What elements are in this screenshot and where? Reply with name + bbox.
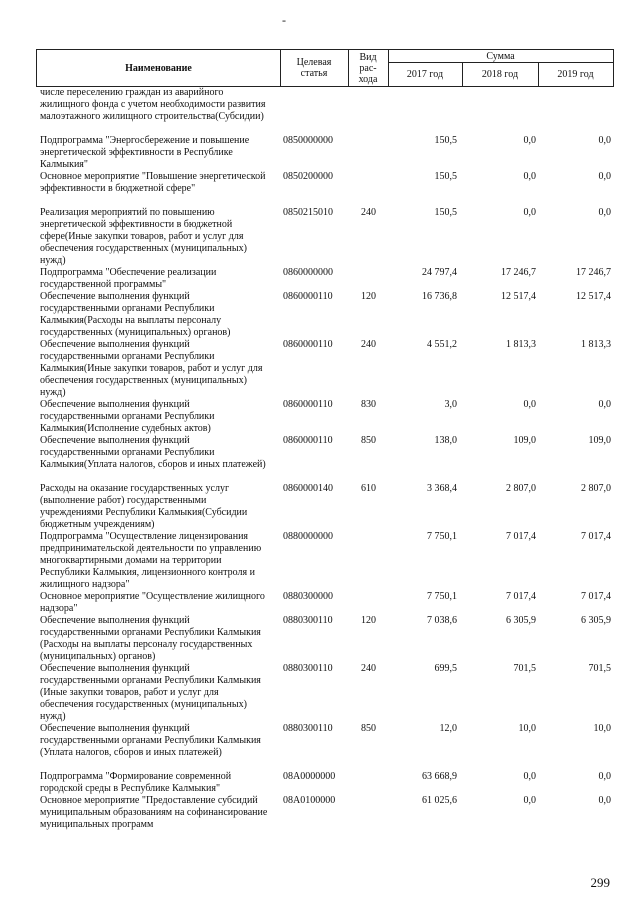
row-2017: 3,0: [444, 399, 457, 410]
row-target: 0880300110: [283, 663, 333, 674]
table-row: [0, 591, 640, 615]
row-2017: 24 797,4: [422, 267, 457, 278]
row-2018: 10,0: [518, 723, 536, 734]
table-row: [0, 87, 640, 135]
row-name: Реализация мероприятий по повышению энергетической эффективности в бюджетной сфере(Иные закупки товаров, работ и услуг для обеспечения государственных (муниципальных) нужд): [40, 207, 247, 266]
row-2019: 7 017,4: [581, 531, 611, 542]
top-mark: -: [282, 13, 286, 27]
row-name: Подпрограмма "Осуществление лицензирования предпринимательской деятельности по управлению многоквартирными домами на территории Республики Калмыкия, лицензионного контроля и жилищного надзора": [40, 531, 262, 590]
table-row: [0, 135, 640, 171]
table-row: [0, 771, 640, 795]
row-2017: 699,5: [434, 663, 457, 674]
row-2018: 701,5: [513, 663, 536, 674]
row-2019: 0,0: [598, 795, 611, 806]
row-2018: 2 807,0: [506, 483, 536, 494]
table-row: [0, 291, 640, 339]
table-row: [0, 435, 640, 483]
row-2019: 109,0: [588, 435, 611, 446]
row-2018: 0,0: [523, 399, 536, 410]
row-2018: 109,0: [513, 435, 536, 446]
table-row: [0, 267, 640, 291]
row-2017: 16 736,8: [422, 291, 457, 302]
row-target: 0850200000: [283, 171, 333, 182]
row-target: 08А0000000: [283, 771, 336, 782]
row-target: 0860000110: [283, 435, 333, 446]
row-2017: 150,5: [434, 171, 457, 182]
header-2017: 2017 год: [406, 68, 444, 80]
table-row: [0, 339, 640, 399]
row-2019: 0,0: [598, 171, 611, 182]
row-name: Обеспечение выполнения функций государственными органами Республики Калмыкия (Расходы на выплаты персоналу государственных (муниципальных) органов): [40, 615, 261, 662]
row-2017: 150,5: [434, 135, 457, 146]
row-target: 0880300110: [283, 723, 333, 734]
row-2019: 12 517,4: [576, 291, 611, 302]
table-row: [0, 795, 640, 831]
row-2018: 7 017,4: [506, 591, 536, 602]
row-name: Расходы на оказание государственных услуг (выполнение работ) государственными учреждениями Республики Калмыкия(Субсидии бюджетным учреждениям): [40, 483, 248, 530]
row-2019: 17 246,7: [576, 267, 611, 278]
row-2019: 0,0: [598, 135, 611, 146]
row-target: 08А0100000: [283, 795, 336, 806]
row-2017: 3 368,4: [427, 483, 457, 494]
row-type: 830: [361, 399, 376, 410]
row-2019: 6 305,9: [581, 615, 611, 626]
row-name: Основное мероприятие "Повышение энергетической эффективности в бюджетной сфере": [40, 171, 266, 194]
row-type: 850: [361, 435, 376, 446]
row-2017: 63 668,9: [422, 771, 457, 782]
row-target: 0880000000: [283, 531, 333, 542]
row-2019: 10,0: [593, 723, 611, 734]
row-type: 610: [361, 483, 376, 494]
row-target: 0860000110: [283, 339, 333, 350]
row-target: 0880300110: [283, 615, 333, 626]
row-2017: 7 750,1: [427, 531, 457, 542]
row-2018: 1 813,3: [506, 339, 536, 350]
row-name: Обеспечение выполнения функций государственными органами Республики Калмыкия(Расходы на выплаты персоналу государственных (муниципальных) органов): [40, 291, 231, 338]
table-row: [0, 531, 640, 591]
row-2019: 1 813,3: [581, 339, 611, 350]
table-row: [0, 207, 640, 267]
row-2017: 7 750,1: [427, 591, 457, 602]
row-name: Обеспечение выполнения функций государственными органами Республики Калмыкия (Иные закупки товаров, работ и услуг для обеспечения государственных (муниципальных) нужд): [40, 663, 261, 722]
header-name: Наименование: [125, 62, 192, 74]
header-sum: Сумма: [486, 50, 515, 62]
row-2017: 61 025,6: [422, 795, 457, 806]
row-target: 0860000110: [283, 291, 333, 302]
row-2019: 0,0: [598, 399, 611, 410]
row-type: 240: [361, 663, 376, 674]
row-name: Обеспечение выполнения функций государственными органами Республики Калмыкия(Исполнение судебных актов): [40, 399, 215, 434]
row-2019: 0,0: [598, 771, 611, 782]
row-2019: 0,0: [598, 207, 611, 218]
row-2018: 0,0: [523, 207, 536, 218]
row-2018: 0,0: [523, 135, 536, 146]
table-body: [0, 87, 640, 831]
row-2019: 2 807,0: [581, 483, 611, 494]
row-2017: 12,0: [439, 723, 457, 734]
row-2018: 7 017,4: [506, 531, 536, 542]
row-type: 240: [361, 207, 376, 218]
row-2017: 138,0: [434, 435, 457, 446]
table-row: [0, 615, 640, 663]
header-2019: 2019 год: [557, 68, 594, 80]
row-type: 850: [361, 723, 376, 734]
row-target: 0850000000: [283, 135, 333, 146]
row-name: Подпрограмма "Энергосбережение и повышение энергетической эффективности в Республике Калмыкия": [40, 135, 250, 170]
row-2019: 701,5: [588, 663, 611, 674]
row-2018: 0,0: [523, 171, 536, 182]
row-2018: 0,0: [523, 771, 536, 782]
row-2018: 6 305,9: [506, 615, 536, 626]
header-type: Вид рас-хода: [358, 51, 378, 85]
table-row: [0, 663, 640, 723]
table-row: [0, 399, 640, 435]
row-target: 0860000000: [283, 267, 333, 278]
row-2018: 12 517,4: [501, 291, 536, 302]
row-2017: 7 038,6: [427, 615, 457, 626]
row-target: 0880300000: [283, 591, 333, 602]
header-target: Целевая статья: [296, 57, 332, 79]
row-2017: 150,5: [434, 207, 457, 218]
row-name: Основное мероприятие "Предоставление субсидий муниципальным образованиям на софинансирование муниципальных программ: [40, 795, 268, 830]
table-row: [0, 723, 640, 771]
row-name: числе переселению граждан из аварийного жилищного фонда с учетом необходимости развития малоэтажного жилищного строительства(Субсидии): [40, 87, 266, 122]
row-2018: 17 246,7: [501, 267, 536, 278]
row-type: 120: [361, 615, 376, 626]
row-target: 0860000110: [283, 399, 333, 410]
row-name: Основное мероприятие "Осуществление жилищного надзора": [40, 591, 265, 614]
row-name: Подпрограмма "Обеспечение реализации государственной программы": [40, 267, 217, 290]
table-row: [0, 483, 640, 531]
page-number: 299: [590, 875, 610, 890]
row-2018: 0,0: [523, 795, 536, 806]
row-name: Обеспечение выполнения функций государственными органами Республики Калмыкия (Уплата налогов, сборов и иных платежей): [40, 723, 261, 758]
row-target: 0860000140: [283, 483, 333, 494]
row-type: 240: [361, 339, 376, 350]
row-name: Подпрограмма "Формирование современной городской среды в Республике Калмыкия": [40, 771, 232, 794]
row-target: 0850215010: [283, 207, 333, 218]
table-row: [0, 171, 640, 207]
row-2019: 7 017,4: [581, 591, 611, 602]
table-header: [36, 49, 614, 87]
row-2017: 4 551,2: [427, 339, 457, 350]
row-name: Обеспечение выполнения функций государственными органами Республики Калмыкия(Иные закупки товаров, работ и услуг для обеспечения государственных (муниципальных) нужд): [40, 339, 263, 398]
row-type: 120: [361, 291, 376, 302]
header-2018: 2018 год: [481, 68, 519, 80]
row-name: Обеспечение выполнения функций государственными органами Республики Калмыкия(Уплата налогов, сборов и иных платежей): [40, 435, 266, 470]
